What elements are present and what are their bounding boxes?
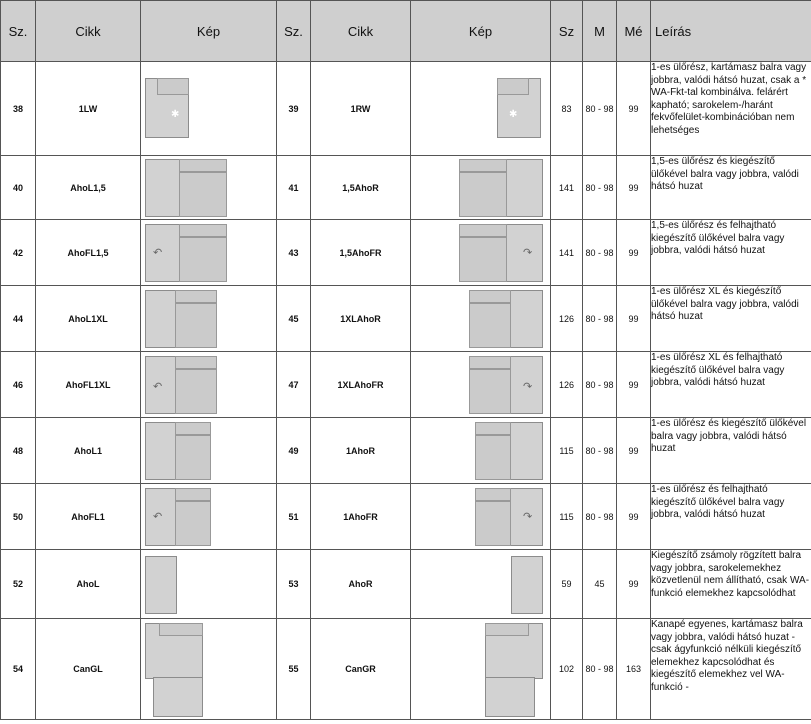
right-item-number: 43 xyxy=(277,220,311,286)
left-item-code: AhoFL1 xyxy=(36,484,141,550)
description: Kanapé egyenes, kartámasz balra vagy jobbra, valódi hátsó huzat - csak ágyfunkció nélküli kiegészítő elemekhez kapcsolódhat és kiegészítő elemekhez vel WA-funkció - xyxy=(651,619,811,720)
table-row xyxy=(1,484,811,550)
left-item-code: AhoL1,5 xyxy=(36,156,141,220)
right-item-number: 51 xyxy=(277,484,311,550)
header-row xyxy=(1,1,811,62)
left-item-image xyxy=(141,484,277,550)
header-kep-right: Kép xyxy=(411,1,551,62)
left-item-number: 42 xyxy=(1,220,36,286)
width-value: 126 xyxy=(551,286,583,352)
description: 1-es ülőrész és kiegészítő ülőkével balra vagy jobbra, valódi hátsó huzat xyxy=(651,418,811,484)
right-item-image xyxy=(411,352,551,418)
left-item-image xyxy=(141,220,277,286)
left-item-number: 44 xyxy=(1,286,36,352)
left-item-code: AhoFL1XL xyxy=(36,352,141,418)
right-item-image xyxy=(411,484,551,550)
left-item-image xyxy=(141,156,277,220)
header-cikk: Cikk xyxy=(36,1,141,62)
width-value: 115 xyxy=(551,484,583,550)
right-item-code: 1,5AhoR xyxy=(311,156,411,220)
table-row xyxy=(1,619,811,720)
height-value: 80 - 98 xyxy=(583,352,617,418)
description: 1-es ülőrész és felhajtható kiegészítő ülőkével balra vagy jobbra, valódi hátsó huzat xyxy=(651,484,811,550)
left-item-image xyxy=(141,619,277,720)
header-cikk-right: Cikk xyxy=(311,1,411,62)
left-item-code: CanGL xyxy=(36,619,141,720)
height-value: 80 - 98 xyxy=(583,156,617,220)
right-item-number: 49 xyxy=(277,418,311,484)
depth-value: 99 xyxy=(617,352,651,418)
width-value: 83 xyxy=(551,62,583,156)
right-item-code: 1XLAhoR xyxy=(311,286,411,352)
depth-value: 99 xyxy=(617,418,651,484)
left-item-number: 48 xyxy=(1,418,36,484)
fold-arrow-icon: ↷ xyxy=(523,511,533,523)
right-item-code: 1RW xyxy=(311,62,411,156)
right-item-number: 45 xyxy=(277,286,311,352)
header-depth: Mé xyxy=(617,1,651,62)
table-row xyxy=(1,62,811,156)
left-item-code: AhoL1XL xyxy=(36,286,141,352)
description: 1,5-es ülőrész és kiegészítő ülőkével balra vagy jobbra, valódi hátsó huzat xyxy=(651,156,811,220)
height-value: 80 - 98 xyxy=(583,484,617,550)
table-row xyxy=(1,286,811,352)
right-item-code: 1,5AhoFR xyxy=(311,220,411,286)
left-item-image xyxy=(141,62,277,156)
table-row xyxy=(1,220,811,286)
right-item-number: 47 xyxy=(277,352,311,418)
right-item-image xyxy=(411,156,551,220)
left-item-code: AhoFL1,5 xyxy=(36,220,141,286)
table-row xyxy=(1,156,811,220)
width-value: 115 xyxy=(551,418,583,484)
right-item-number: 39 xyxy=(277,62,311,156)
right-item-code: CanGR xyxy=(311,619,411,720)
star-icon: ✱ xyxy=(509,109,518,120)
fold-arrow-icon: ↶ xyxy=(153,247,163,259)
width-value: 102 xyxy=(551,619,583,720)
left-item-image xyxy=(141,286,277,352)
header-height: M xyxy=(583,1,617,62)
table-row xyxy=(1,352,811,418)
width-value: 59 xyxy=(551,550,583,619)
height-value: 80 - 98 xyxy=(583,286,617,352)
height-value: 80 - 98 xyxy=(583,418,617,484)
star-icon: ✱ xyxy=(171,109,180,120)
left-item-number: 46 xyxy=(1,352,36,418)
right-item-code: AhoR xyxy=(311,550,411,619)
height-value: 80 - 98 xyxy=(583,62,617,156)
fold-arrow-icon: ↷ xyxy=(523,247,533,259)
fold-arrow-icon: ↷ xyxy=(523,381,533,393)
description: 1-es ülőrész, kartámasz balra vagy jobbra, valódi hátsó huzat, csak a * WA-Fkt-tal kombinálva. felárért kapható; sarokelem-/haránt fekvőfelület-kombinációban nem lehetséges xyxy=(651,62,811,156)
right-item-code: 1AhoFR xyxy=(311,484,411,550)
left-item-number: 52 xyxy=(1,550,36,619)
fold-arrow-icon: ↶ xyxy=(153,511,163,523)
description: Kiegészítő zsámoly rögzített balra vagy jobbra, sarokelemekhez közvetlenül nem állítható, csak WA-funkció elemekhez kapcsolódhat xyxy=(651,550,811,619)
header-width: Sz xyxy=(551,1,583,62)
right-item-number: 55 xyxy=(277,619,311,720)
description: 1-es ülőrész XL és kiegészítő ülőkével balra vagy jobbra, valódi hátsó huzat xyxy=(651,286,811,352)
table-row xyxy=(1,418,811,484)
left-item-code: 1LW xyxy=(36,62,141,156)
left-item-image xyxy=(141,418,277,484)
left-item-image xyxy=(141,550,277,619)
header-description: Leírás xyxy=(651,1,811,62)
width-value: 126 xyxy=(551,352,583,418)
right-item-image xyxy=(411,550,551,619)
fold-arrow-icon: ↶ xyxy=(153,381,163,393)
depth-value: 163 xyxy=(617,619,651,720)
table-row xyxy=(1,550,811,619)
width-value: 141 xyxy=(551,220,583,286)
right-item-image xyxy=(411,286,551,352)
width-value: 141 xyxy=(551,156,583,220)
header-sz: Sz. xyxy=(1,1,36,62)
depth-value: 99 xyxy=(617,286,651,352)
description: 1,5-es ülőrész és felhajtható kiegészítő ülőkével balra vagy jobbra, valódi hátsó huzat xyxy=(651,220,811,286)
right-item-image xyxy=(411,62,551,156)
header-sz-right: Sz. xyxy=(277,1,311,62)
left-item-number: 54 xyxy=(1,619,36,720)
left-item-number: 50 xyxy=(1,484,36,550)
height-value: 80 - 98 xyxy=(583,220,617,286)
right-item-number: 41 xyxy=(277,156,311,220)
header-kep: Kép xyxy=(141,1,277,62)
right-item-number: 53 xyxy=(277,550,311,619)
depth-value: 99 xyxy=(617,550,651,619)
height-value: 45 xyxy=(583,550,617,619)
depth-value: 99 xyxy=(617,220,651,286)
left-item-number: 40 xyxy=(1,156,36,220)
description: 1-es ülőrész XL és felhajtható kiegészítő ülőkével balra vagy jobbra, valódi hátsó huzat xyxy=(651,352,811,418)
left-item-number: 38 xyxy=(1,62,36,156)
right-item-image xyxy=(411,220,551,286)
height-value: 80 - 98 xyxy=(583,619,617,720)
depth-value: 99 xyxy=(617,62,651,156)
right-item-image xyxy=(411,619,551,720)
right-item-code: 1XLAhoFR xyxy=(311,352,411,418)
right-item-code: 1AhoR xyxy=(311,418,411,484)
right-item-image xyxy=(411,418,551,484)
left-item-image xyxy=(141,352,277,418)
left-item-code: AhoL xyxy=(36,550,141,619)
left-item-code: AhoL1 xyxy=(36,418,141,484)
depth-value: 99 xyxy=(617,156,651,220)
depth-value: 99 xyxy=(617,484,651,550)
